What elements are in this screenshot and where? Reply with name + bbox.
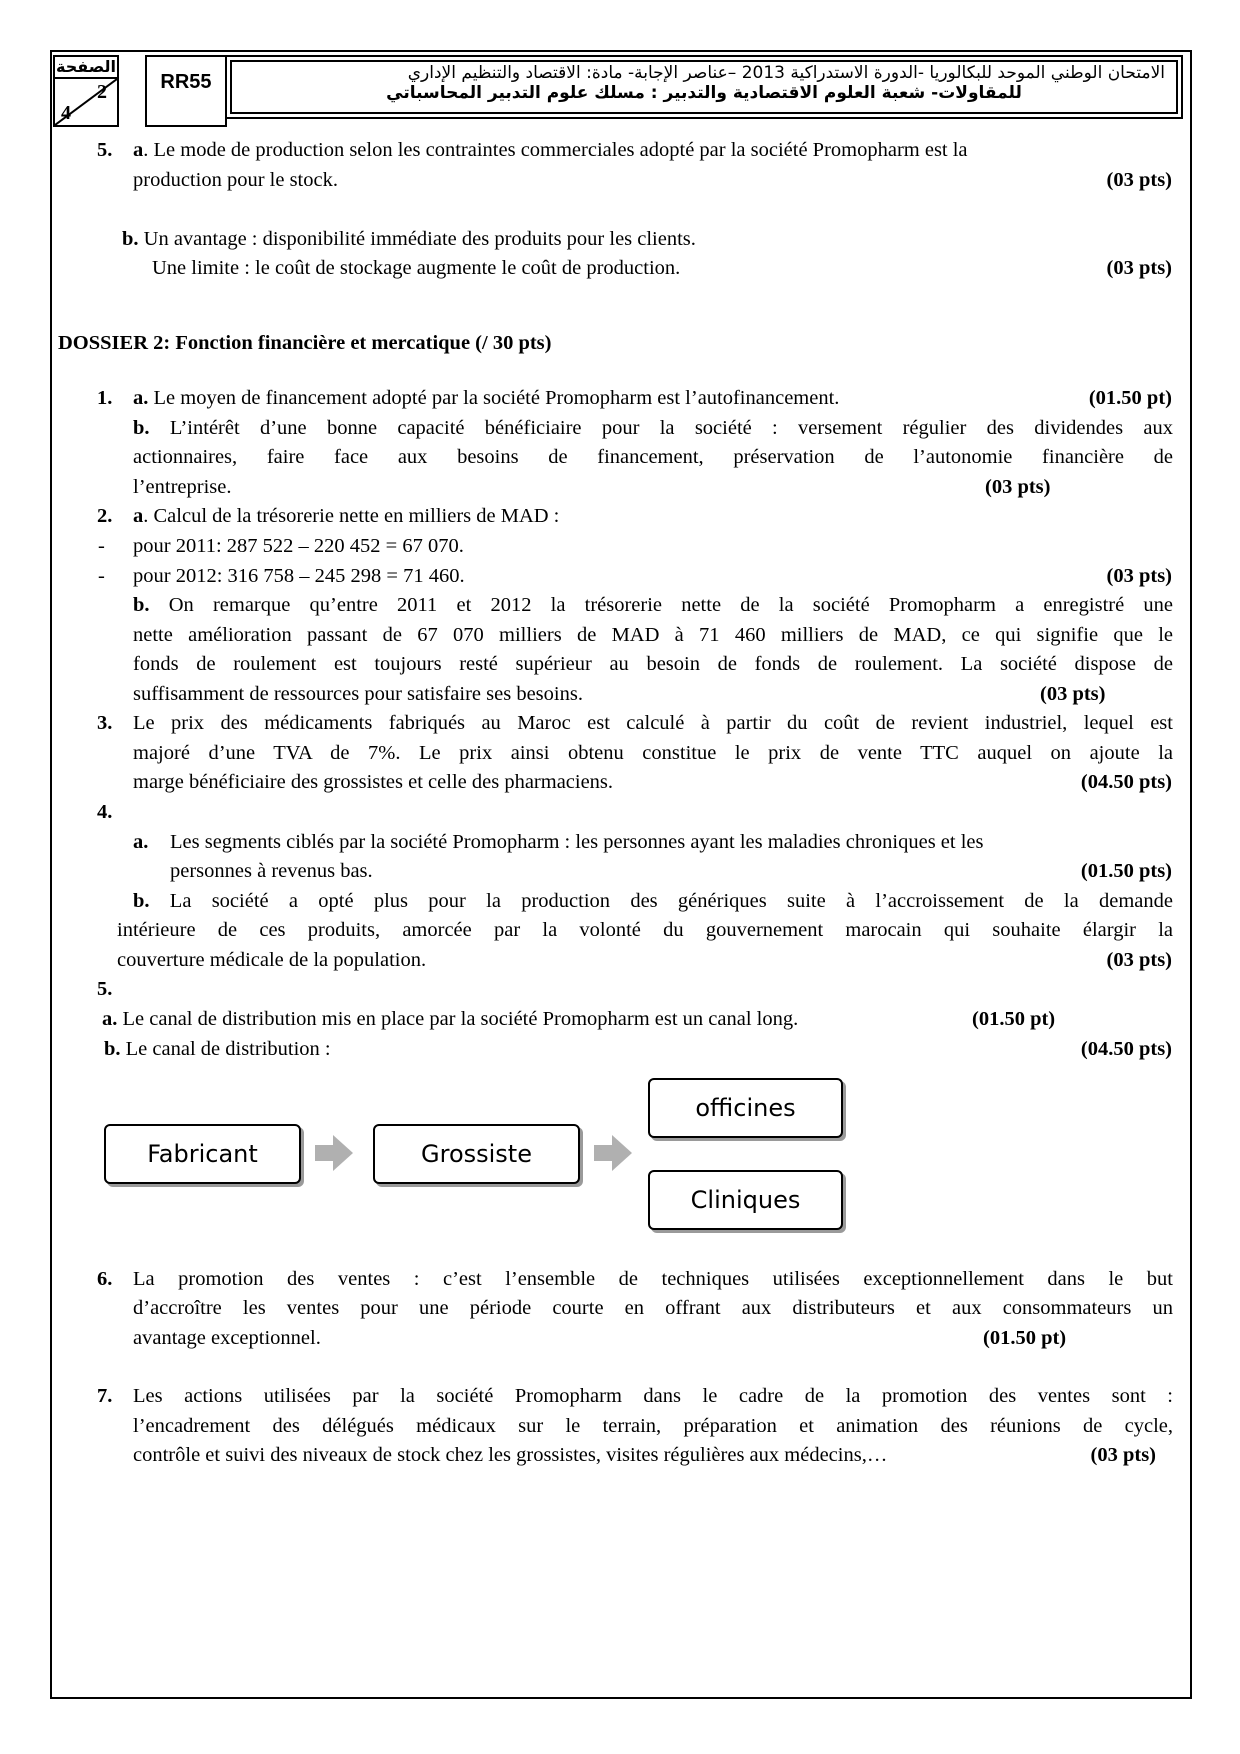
q5-b bbox=[104, 1039, 331, 1060]
exam-title-box bbox=[225, 55, 1183, 119]
exam-code: RR55 bbox=[145, 55, 227, 127]
q2-calc-2012: pour 2012: 316 758 – 245 298 = 71 460. bbox=[133, 565, 465, 587]
q2-b-line2: nette amélioration passant de 67 070 milliers de MAD à 71 460 milliers de MAD, ce qui signifie que le bbox=[133, 624, 1173, 646]
dossier-title: DOSSIER 2: Fonction financière et mercatique (/ 30 pts) bbox=[58, 332, 552, 354]
q7-line2: l’encadrement des délégués médicaux sur le terrain, préparation et animation des réunions de cycle, bbox=[133, 1415, 1173, 1437]
q1-b-line1: L’intérêt d’une bonne capacité bénéficiaire pour la société : versement régulier des dividendes aux bbox=[149, 417, 1173, 439]
q4-b-line3: couverture médicale de la population. bbox=[117, 949, 427, 971]
q5-top-a-line1: . Le mode de production selon les contraintes commerciales adopté par la société Promopharm est la bbox=[143, 139, 968, 161]
q1-b-line3: l’entreprise. bbox=[133, 476, 232, 498]
q5-top-a-line2: production pour le stock. bbox=[133, 169, 338, 191]
q5-top-b-line1: Un avantage : disponibilité immédiate des produits pour les clients. bbox=[138, 228, 696, 250]
q5-top-b bbox=[122, 229, 696, 250]
arrow-right-icon bbox=[315, 1133, 355, 1173]
q5-b-points: (04.50 pts) bbox=[1080, 1038, 1172, 1060]
exam-title-line2: للمقاولات- شعبة العلوم الاقتصادية والتدبير : مسلك علوم التدبير المحاسباتي bbox=[386, 83, 1022, 103]
q3-number: 3. bbox=[97, 712, 113, 734]
q5-top-a-points: (03 pts) bbox=[1106, 169, 1172, 191]
q5-a-text: Le canal de distribution mis en place par la société Promopharm est un canal long. bbox=[117, 1008, 799, 1030]
q2-a-points: (03 pts) bbox=[1106, 565, 1172, 587]
q2-calc-2011: pour 2011: 287 522 – 220 452 = 67 070. bbox=[133, 535, 464, 557]
q5-top-b-label: b. bbox=[122, 228, 139, 250]
q5-a-label: a. bbox=[102, 1008, 118, 1030]
q4-a-line1: Les segments ciblés par la société Promopharm : les personnes ayant les maladies chroniques et les bbox=[170, 831, 984, 853]
page-total: 4 bbox=[61, 102, 71, 124]
officines-box: officines bbox=[648, 1078, 843, 1138]
q3-line3: marge bénéficiaire des grossistes et celle des pharmaciens. bbox=[133, 771, 614, 793]
q2-b-label: b. bbox=[133, 594, 150, 616]
q2-b-line1: On remarque qu’entre 2011 et 2012 la trésorerie nette de la société Promopharm a enregistré une bbox=[149, 594, 1173, 616]
q6-line3: avantage exceptionnel. bbox=[133, 1327, 321, 1349]
q2-b-line4: suffisamment de ressources pour satisfaire ses besoins. bbox=[133, 683, 583, 705]
q2-b-line3: fonds de roulement est toujours resté supérieur au besoin de fonds de roulement. La société dispose de bbox=[133, 653, 1173, 675]
q1-a-label: a. bbox=[133, 387, 149, 409]
q4-a-line2: personnes à revenus bas. bbox=[170, 860, 373, 882]
q1-b-points: (03 pts) bbox=[985, 476, 1051, 498]
q2-a-text: . Calcul de la trésorerie nette en milliers de MAD : bbox=[143, 505, 560, 527]
q6-points: (01.50 pt) bbox=[983, 1327, 1067, 1349]
q5-a bbox=[102, 1009, 798, 1030]
q4-b-label: b. bbox=[133, 890, 150, 912]
q2-a-label: a bbox=[133, 505, 144, 527]
q1-b-line1-wrap bbox=[133, 418, 1173, 439]
q7-number: 7. bbox=[97, 1385, 113, 1407]
q1-b-line2: actionnaires, faire face aux besoins de financement, préservation de l’autonomie financière de bbox=[133, 446, 1173, 468]
q5-b-text: Le canal de distribution : bbox=[120, 1038, 331, 1060]
q5-b-label: b. bbox=[104, 1038, 121, 1060]
q4-b-line1-wrap bbox=[133, 891, 1173, 912]
q5-top-number: 5. bbox=[97, 139, 113, 161]
q1-b-label: b. bbox=[133, 417, 150, 439]
q3-line2: majoré d’une TVA de 7%. Le prix ainsi obtenu constitue le prix de vente TTC auquel on ajoute la bbox=[133, 742, 1173, 764]
q2-dash-2012: - bbox=[98, 565, 105, 587]
grossiste-box: Grossiste bbox=[373, 1124, 580, 1184]
q4-a-label: a. bbox=[133, 831, 149, 853]
q4-b-line2: intérieure de ces produits, amorcée par la volonté du gouvernement marocain qui souhaite élargir la bbox=[117, 919, 1173, 941]
q2-b-points: (03 pts) bbox=[1040, 683, 1106, 705]
q2-number: 2. bbox=[97, 505, 113, 527]
cliniques-box: Cliniques bbox=[648, 1170, 843, 1230]
q5-top-b-line2: Une limite : le coût de stockage augmente le coût de production. bbox=[152, 257, 681, 279]
q6-line2: d’accroître les ventes pour une période courte en offrant aux distributeurs et aux consommateurs un bbox=[133, 1297, 1173, 1319]
q5-top-a-label: a bbox=[133, 139, 144, 161]
q5-a-points: (01.50 pt) bbox=[972, 1008, 1056, 1030]
q5-top-b-points: (03 pts) bbox=[1106, 257, 1172, 279]
page-label: الصفحة bbox=[55, 57, 117, 79]
q2-b-line1-wrap bbox=[133, 595, 1173, 616]
page-header bbox=[50, 50, 1190, 126]
q7-line3: contrôle et suivi des niveaux de stock chez les grossistes, visites régulières aux médecins,… bbox=[133, 1444, 888, 1466]
q2-dash-2011: - bbox=[98, 535, 105, 557]
q5-number: 5. bbox=[97, 978, 113, 1000]
q1-a-text: Le moyen de financement adopté par la société Promopharm est l’autofinancement. bbox=[148, 387, 840, 409]
q6-line1: La promotion des ventes : c’est l’ensemble de techniques utilisées exceptionnellement dans le but bbox=[133, 1268, 1173, 1290]
q7-points: (03 pts) bbox=[1090, 1444, 1156, 1466]
exam-title-line1: الامتحان الوطني الموحد للبكالوريا -الدورة الاستدراكية 2013 –عناصر الإجابة- مادة: الاقتصاد والتنظيم الإداري bbox=[407, 63, 1165, 83]
q7-line1: Les actions utilisées par la société Promopharm dans le cadre de la promotion des ventes sont : bbox=[133, 1385, 1173, 1407]
q5-top-a bbox=[133, 140, 968, 161]
page-current: 2 bbox=[97, 81, 107, 103]
page-number-box bbox=[53, 55, 119, 127]
q1-a-points: (01.50 pt) bbox=[1088, 387, 1172, 409]
q4-b-line1: La société a opté plus pour la production des génériques suite à l’accroissement de la demande bbox=[149, 890, 1173, 912]
q1-a bbox=[133, 388, 839, 409]
q3-line1: Le prix des médicaments fabriqués au Maroc est calculé à partir du coût de revient industriel, lequel est bbox=[133, 712, 1173, 734]
q1-number: 1. bbox=[97, 387, 113, 409]
q3-points: (04.50 pts) bbox=[1080, 771, 1172, 793]
arrow-right-icon bbox=[594, 1133, 634, 1173]
q4-number: 4. bbox=[97, 801, 113, 823]
q4-a-points: (01.50 pts) bbox=[1080, 860, 1172, 882]
q6-number: 6. bbox=[97, 1268, 113, 1290]
fabricant-box: Fabricant bbox=[104, 1124, 301, 1184]
q2-a bbox=[133, 506, 559, 527]
q4-b-points: (03 pts) bbox=[1106, 949, 1172, 971]
